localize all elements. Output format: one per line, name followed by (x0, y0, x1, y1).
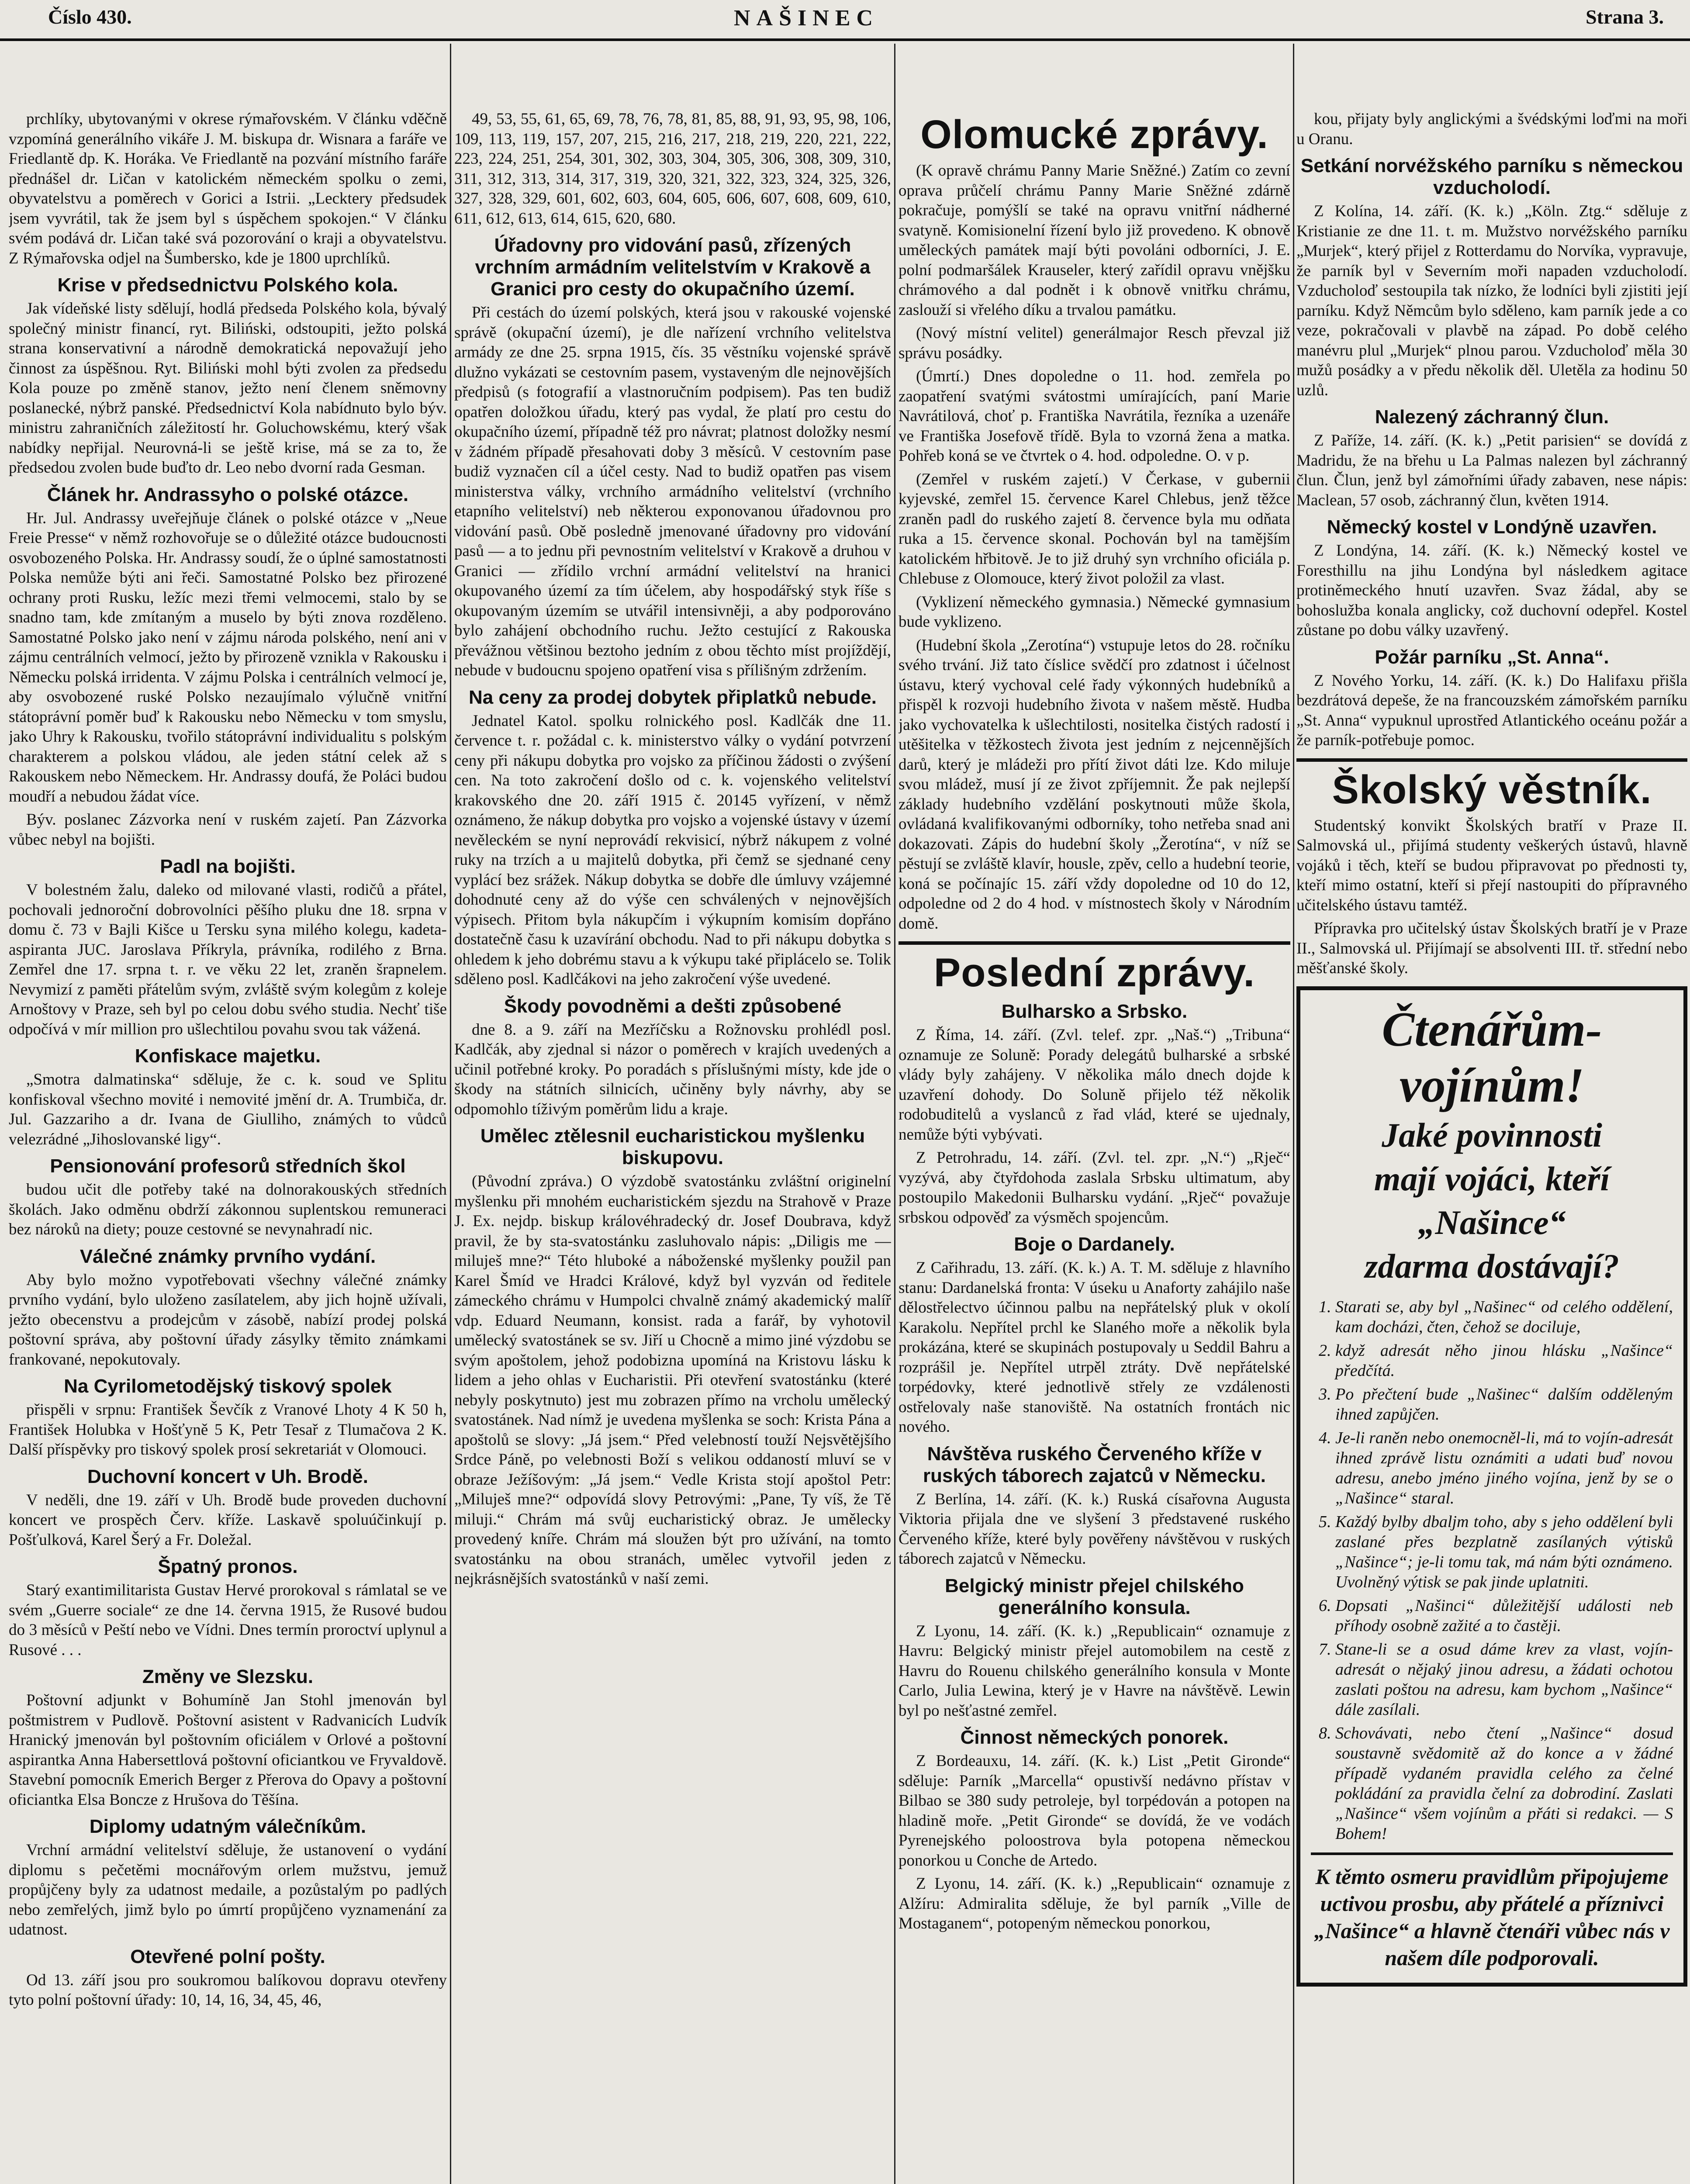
box-heading: Čtenářům- (1382, 1002, 1602, 1057)
article-heading: Duchovní koncert v Uh. Brodě. (87, 1465, 368, 1487)
box-subheading: Jaké povinnosti (1382, 1116, 1602, 1154)
newspaper-title: NAŠINEC (734, 6, 879, 31)
column-3 (899, 109, 1290, 2184)
article-heading: Návštěva ruského Červeného kříže v ruských táborech zajatců v Německu. (923, 1443, 1266, 1486)
article-paragraph: (Nový místní velitel) generálmajor Resch převzal již správu posádky. (899, 324, 1290, 362)
column-4 (1296, 109, 1687, 2184)
article-heading: Konfiskace majetku. (135, 1045, 321, 1067)
duties-list (1311, 1297, 1673, 1844)
article-heading: Úřadovny pro vidování pasů, zřízených vrchním armádním velitelstvím v Krakově a Granici pro cesty do okupačního území. (475, 235, 871, 300)
article-paragraph: Z Lyonu, 14. září. (K. k.) „Republicain“ oznamuje z Alžíru: Admiralita sděluje, že byl parník „Ville de Mostaganem“, potopeným německou ponorkou, (899, 1875, 1290, 1932)
section-heading: Olomucké zprávy. (920, 112, 1268, 157)
article-heading: Změny ve Slezsku. (142, 1666, 314, 1687)
notice-box-readers-soldiers (1296, 986, 1687, 1987)
article-paragraph: V neděli, dne 19. září v Uh. Brodě bude proveden duchovní koncert ve prospěch Červ. kříže. Laskavě spoluúčinkují p. Pošťulková, Karel Šerý a Fr. Doležal. (9, 1491, 447, 1549)
section-divider (1296, 758, 1687, 762)
article-paragraph: V bolestném žalu, daleko od milované vlasti, rodičů a přátel, pochovali jednoroční dobrovolníci pěšího pluku dne 18. srpna v domu č. 73 v Bajli Kišce u Tersku syna milého kolegu, kadeta-aspiranta JUC. Jaroslava Příkryla, právníka, rodilého z Brna. Zemřel dne 17. srpna t. r. ve věku 22 let, zraněn šrapnelem. Nevymizí z paměti přátelům svým, zvláště svým kolegům z koleje Arnoštovy v Praze, seh byl po celou dobu svého studia. Nechť tiše odpočívá v mír million pro ušlechtilou povahu svou tak vážená. (9, 881, 447, 1038)
article-paragraph: (K opravě chrámu Panny Marie Sněžné.) Zatím co zevní oprava průčelí chrámu Panny Marie Sněžné zdárně pokračuje, pomýšlí se také na opravu vnitřní nádherné svatyně. Komisionelní řízení bylo již provedeno. K obnově uměleckých památek mají býti povoláni odborníci, J. E. polní podmaršálek Krauseler, který zařídil opravu vnějšku chrámového a dal podnět i k obnově vnitřku chrámu, zaslouží si vřelého díku a trvalou památku. (899, 162, 1290, 319)
article-heading: Nalezený záchranný člun. (1375, 406, 1609, 428)
article-paragraph: 49, 53, 55, 61, 65, 69, 78, 76, 78, 81, 85, 88, 91, 93, 95, 98, 106, 109, 113, 119, 157, 207, 215, 216, 217, 218, 219, 220, 221, 222, 223, 224, 251, 254, 301, 302, 303, 304, 305, 306, 308, 309, 310, 311, 312, 313, 314, 317, 319, 320, 321, 322, 323, 324, 325, 326, 327, 328, 329, 601, 602, 603, 604, 605, 606, 607, 608, 609, 610, 611, 612, 613, 614, 615, 620, 680. (454, 110, 891, 228)
article-heading: Krise v předsednictvu Polského kola. (57, 274, 398, 296)
box-subheading: zdarma dostávají? (1365, 1247, 1619, 1285)
article-heading: Diplomy udatným válečníkům. (89, 1816, 366, 1837)
article-paragraph: Od 13. září jsou pro soukromou balíkovou dopravu otevřeny tyto polní poštovní úřady: 10, 14, 16, 34, 45, 46, (9, 1971, 447, 2009)
article-paragraph: Z Říma, 14. září. (Zvl. telef. zpr. „Naš.“) „Tribuna“ oznamuje ze Soluně: Porady delegátů bulharské a srbské vlády byly zahájeny. V několika málo dnech dojde k uzavření dohody. Do Soluně přijelo též několik rodobuditelů a vyslanců z řad vlád, které se ujednaly, nemůže býti vybývati. (899, 1026, 1290, 1144)
article-paragraph: Jak vídeňské listy sdělují, hodlá předseda Polského kola, bývalý společný ministr financí, ryt. Biliński, odstoupiti, ježto polská strana konservativní a národně demokratická nepovažují jeho činnost za úspěšnou. Ryt. Biliński mohl býti zvolen za předsedu Kola pouze po změně stanov, ježto není členem sněmovny poslanecké, nýbrž panské. Předsednictví Kola nabídnuto bylo býv. ministru zahraničních záležitostí hr. Goluchowskému, který však nabídky nepřijal. Neurovná-li se ještě krise, má se za to, že předsedou zvolen bude buďto dr. Leo nebo dvorní rada Gesman. (9, 300, 447, 477)
column-divider (894, 44, 895, 2184)
list-item: 3. Po přečtení bude „Našinec“ dalším odděleným ihned zapůjčen. (1335, 1384, 1673, 1424)
article-paragraph: Hr. Jul. Andrassy uveřejňuje článek o polské otázce v „Neue Freie Presse“ v němž rozhovořuje se o důležité otázce budoucnosti osvobozeného Polska. Hr. Andrassy soudí, že o úplné samostatnosti Polska nemůže býti ani řeči. Samostatné Polsko bez přirozené ochrany proti Rusku, ležíc mezi třemi velmocemi, stalo by se snadno tam, kde zmítaným a muselo by býti znova rozděleno. Samostatné Polsko jako není v zájmu národa polského, není ani v zájmu centrálních velmocí, ježto by přirozeně vznikla v Rakousku i Německu polská irridenta. V zájmu Polska i centrálních velmocí je, aby osvobozené ruské Polsko nezaujímalo výlučně vnitřní státoprávní poměr buď k Rakousku nebo Německu v tom smyslu, jako Uhry k Rakousku, tvořilo státoprávní individualitu s polským charakterem a polskou vládou, ale jeden státní celek až s Rakouskem nebo Německem. Hr. Andrassy doufá, že Poláci budou moudří a nebudou žádat více. (9, 509, 447, 805)
article-paragraph: (Vyklizení německého gymnasia.) Německé gymnasium bude vyklizeno. (899, 593, 1290, 631)
article-heading: Boje o Dardanely. (1014, 1234, 1175, 1255)
article-heading: Pensionování profesorů středních škol (50, 1155, 406, 1177)
article-heading: Válečné známky prvního vydání. (79, 1245, 376, 1267)
article-paragraph: Z Kolína, 14. září. (K. k.) „Köln. Ztg.“ sděluje z Kristianie ze dne 11. t. m. Mužstvo norvéžského parníku „Murjek“, který přijel z Rotterdamu do Norvíka, vypravuje, že parník byl v Severním moři napaden vzducholodí. Vzducholoď sestoupila tak nízko, že lodníci byli zjistiti její parníku. Když Němcům bylo sděleno, kam parník jede a co veze, pokračovali v plavbě na západ. Po době celého manévru plul „Murjek“ plnou parou. Vzducholoď měla 30 mužů posádky a v předu několik děl. Uletěla za hodinu 50 uzlů. (1296, 202, 1687, 399)
article-paragraph: prchlíky, ubytovanými v okrese rýmařovském. V článku vděčně vzpomíná generálního vikáře J. M. biskupa dr. Wisnara a faráře ve Friedlantě dp. K. Horáka. Ve Friedlantě na pozvání místního faráře přednášel dr. Ličan v katolickém německém spolku o zemi, obyvatelstvu a poměrech v Gorici a Istrii. „Lecktery předsudek jsem vyvrátil, tak že jsem byl s úspěchem spokojen.“ V článku svém podává dr. Ličan také svá pozorování o kraji a obyvatelstvu. Z Rýmařovska odjel na Šumbersko, kde je 1800 uprchlíků. (9, 110, 447, 267)
page-number: Strana 3. (1586, 6, 1664, 28)
article-paragraph: Poštovní adjunkt v Bohumíně Jan Stohl jmenován byl poštmistrem v Pudlově. Poštovní asistent v Radvanicích Ludvík Hranický jmenován byl poštovním oficiálem v Orlové a poštovní aspirantka Anna Habersettlová poštovní oficiantkou ve Fryvaldově. Stavební pomocník Emerich Berger z Přerova do Opavy a poštovní oficiantka Elsa Boncze z Hrušova do Těšína. (9, 1691, 447, 1809)
article-paragraph: (Úmrtí.) Dnes dopoledne o 11. hod. zemřela po zaopatření svatými svátostmi umírajících, paní Marie Navrátilová, choť p. Františka Navrátila, řezníka a uzenáře ve Františka Josefově třídě. Byla to vzorná žena a matka. Pohřeb koná se ve čtvrtek o 4. hod. odpoledne. O. v p. (899, 367, 1290, 465)
article-paragraph: budou učit dle potřeby také na dolnorakouských středních školách. Jako odměnu obdrží zákonnou suplentskou remuneraci bez nároků na diety; pouze cestovné se nevynahradí nic. (9, 1181, 447, 1238)
article-paragraph: Býv. poslanec Zázvorka není v ruském zajetí. Pan Zázvorka vůbec nebyl na bojišti. (9, 811, 447, 849)
article-paragraph: Z Lyonu, 14. září. (K. k.) „Republicain“ oznamuje z Havru: Belgický ministr přejel automobilem na cestě z Havru do Rouenu chilského generálního konsula v Monte Carlo, Julia Lewina, který je v Havre na návštěvě. Lewin byl po nešťastné zemřel. (899, 1622, 1290, 1720)
article-heading: Bulharsko a Srbsko. (1001, 1001, 1188, 1022)
article-paragraph: Z Petrohradu, 14. září. (Zvl. tel. zpr. „N.“) „Rječ“ vyzývá, aby čtyřdohoda zaslala Srbsku ultimatum, aby postoupilo Makedonii Bulharsku vydání. „Rječ“ považuje srbskou odpověď za výsměch spojencům. (899, 1149, 1290, 1227)
article-paragraph: Z Londýna, 14. září. (K. k.) Německý kostel ve Foresthillu na jihu Londýna byl následkem agitace protiněmeckého hnutí uzavřen. Svaz žádal, aby se bohoslužba konala anglicky, což duchovní odepřel. Kostel zůstane po dobu války uzavřený. (1296, 542, 1687, 639)
article-heading: Setkání norvéžského parníku s německou vzducholodí. (1300, 155, 1683, 198)
article-paragraph: „Smotra dalmatinska“ sděluje, že c. k. soud ve Splitu konfiskoval všechno movité i nemovité jmění dr. A. Trumbiča, dr. Jul. Gazzariho a dr. Ivana de Giulliho, známých to vůdců velezrádné „Jihoslovanské ligy“. (9, 1071, 447, 1148)
column-1 (9, 109, 447, 2184)
list-item: 2. když adresát něho jinou hlásku „Našince“ předčítá. (1335, 1341, 1673, 1381)
article-heading: Na ceny za prodej dobytek připlatků nebude. (469, 686, 877, 708)
article-heading: Německý kostel v Londýně uzavřen. (1327, 516, 1657, 538)
box-heading: vojínům! (1399, 1058, 1585, 1113)
masthead (0, 0, 1690, 41)
issue-number: Číslo 430. (48, 6, 132, 28)
article-heading: Na Cyrilometodějský tiskový spolek (64, 1375, 392, 1397)
column-2 (454, 109, 891, 2184)
column-divider (1293, 44, 1294, 2184)
list-item: 8. Schovávati, nebo čtení „Našince“ dosud soustavně svědomitě až do konce a v žádné případě vydaném pravidla celého za čelné pokládání za pravidla čelní za dobrodiní. Zaslati „Našince“ všem vojínům a přáti si redakci. — S Bohem! (1335, 1723, 1673, 1844)
article-paragraph: (Původní zpráva.) O výzdobě svatostánku zvláštní originelní myšlenku při mnohém eucharistickém sjezdu na Strahově v Praze J. Ex. nejdp. biskup královéhradecký dr. Josef Doubrava, když pravil, že by sta-svatostánku zasluhovalo nápis: „Diligis me — miluješ mne?“ Této hluboké a náboženské myšlenky použil pan Karel Šmíd ve Hradci Králové, když byl vyzván od ředitele zámeckého chrámu v Humpolci chvalně známý akademický malíř vdp. Eduard Neumann, konsist. rada a farář, by vyhotovil umělecký svatostánek se sv. Jiří u Chocně a mimo jiné výzdobu se svým apoštolem, jehož podobizna upomíná na Kristovu lásku k lidem a jeho ohlas v Eucharistii. Při otevření svatostánku (které nebyly poskytnuto) jest mu zobrazen přímo na vrcholu umělecký svatostánek. Nad nímž je uvedena myšlenka se soch: Krista Pána a apoštolů se slovy: „Já jsem.“ Před velebností touží Nejsvětějšího Srdce Páně, po velebnosti Boží s velikou oddaností mluví se v obraze Ježíšovým: „Já jsem.“ Vedle Krista stojí apoštol Petr: „Miluješ mne?“ odpovídá slovy Petrovými: „Pane, Ty víš, že Tě miluji.“ Chrám má svůj eucharistický obraz. Je umělecky provedený kníře. Chrám má sloužen být pro užívání, na tomto svatostánku na obou stranách, umělec vytvořil jeden z nejkrásnějších svatostánků v naší zemi. (454, 1172, 891, 1588)
article-heading: Požár parníku „St. Anna“. (1375, 646, 1609, 668)
article-paragraph: Aby bylo možno vypotřebovati všechny válečné známky prvního vydání, bylo uloženo zasílatelem, aby jich hojně užívali, ježto obecenstvu a prodejcům v zásobě, nabízí prodej polská poštovní správa, aby poštovní úřady zásylky těmito známkami frankované, nepokutovaly. (9, 1271, 447, 1368)
column-divider (450, 44, 451, 2184)
article-heading: Umělec ztělesnil eucharistickou myšlenku biskupovu. (480, 1125, 865, 1168)
list-item: 5. Každý bylby dbaljm toho, aby s jeho oddělení byli zaslané přes bezplatně zasílaných výtisků „Našince“; je-li tomu tak, má nám býti oznámeno. Uvolněný výtisk se pak jinde uplatniti. (1335, 1512, 1673, 1592)
list-item: 7. Stane-li se a osud dáme krev za vlast, vojín-adresát o nějaký jinou adresu, a žádati ochotou zaslati poštou na adresu, kam bychom „Našince“ dále zasílali. (1335, 1639, 1673, 1720)
article-paragraph: Z Paříže, 14. září. (K. k.) „Petit parisien“ se dovídá z Madridu, že na břehu u La Palmas nalezen byl záchranný člun. Člun, jenž byl zámořními úřady zabaven, nese nápis: Maclean, 57 osob, záchranný člun, květen 1914. (1296, 432, 1687, 509)
box-subheading: mají vojáci, kteří (1374, 1159, 1610, 1198)
article-paragraph: dne 8. a 9. září na Mezříčsku a Rožnovsku prohlédl posl. Kadlčák, aby zjednal si názor o poměrech v krajích uvedených a učinil potřebné kroky. Po poradách s příslušnými místy, kde jde o škody na státních silnicích, učiněny byly návrhy, aby se odpomohlo tíživým poměrům lidu a kraje. (454, 1020, 891, 1118)
article-paragraph: Studentský konvikt Školských bratří v Praze II. Salmovská ul., přijímá studenty veškerých ústavů, hlavně vojáků i těch, kteří se budou připravovat po přednosti ty, kteří mimo ostatní, kteří si přejí nastoupiti do přípravného učitelského ústavu tamtéž. (1296, 816, 1687, 914)
article-paragraph: Vrchní armádní velitelství sděluje, že ustanovení o vydání diplomu s pečetěmi mocnářovým orlem mužstvu, jemuž propůjčeny byly za udatnost medaile, a pozůstalým po padlých nebo zemřelých, jimž bylo po úmrtí propůjčeno vyznamenání za udatnost. (9, 1841, 447, 1939)
article-paragraph: Z Berlína, 14. září. (K. k.) Ruská císařovna Augusta Viktoria přijala dne ve slyšení 3 představené ruského Červeného kříže, které byly pověřeny návštěvou v ruských táborech zajatců v Německu. (899, 1490, 1290, 1568)
article-paragraph: přispěli v srpnu: František Ševčík z Vranové Lhoty 4 K 50 h, František Holubka v Hošťyně 5 K, Petr Tesař z Tlumačova 2 K. Další příspěvky pro tiskový spolek prosí sekretariát v Olomouci. (9, 1401, 447, 1458)
article-paragraph: Při cestách do území polských, která jsou v rakouské vojenské správě (okupační území), je dle nařízení vrchního velitelstva armády ze dne 25. srpna 1915, čís. 35 věstníku vojenské správě dlužno vykázati se cestovním pasem, vystaveným dle nejnovějších předpisů (s fotografií a vlastnoručním podpisem). Pas ten budiž opatřen doložkou úřadu, který pas vydal, že platí pro cestu do okupačního území, případně též pro návrat; platnost doložky nesmí v žádném případě přesahovati doby 3 měsíců. V cestovním pase budiž vyznačen cíl a účel cesty. Nad to budiž opatřen pas visem ministerstva války, vrchního armádního velitelství (vrchního etapního velitelství) neb některou exponovanou úřadovnou pro vidování pasů. Obě posledně jmenované úřadovny pro vidování pasů — a to jednu při pevnostním velitelství v Krakově a druhou v Granici — zřídilo vrchní armádní velitelství na hranici okupovaného území za tím účelem, aby hospodářský styk říše s okupovaným územím se utvářil intensivněji, a aby podporováno bylo zahájení obchodního ruchu. Ježto cestující z Rakouska převážnou většinou beztoho jedním z obou těchto míst projíždějí, nebude v budoucnu spojeno opatření visa s přílišným zdržením. (454, 304, 891, 679)
article-heading: Činnost německých ponorek. (960, 1727, 1229, 1748)
section-divider (899, 941, 1290, 945)
article-heading: Belgický ministr přejel chilského generálního konsula. (945, 1575, 1244, 1618)
article-heading: Článek hr. Andrassyho o polské otázce. (47, 484, 409, 505)
box-closing-appeal: K těmto osmeru pravidlům připojujeme uctivou prosbu, aby přátelé a příznivci „Našince“ a hlavně čtenáři vůbec nás v našem díle podporovali. (1311, 1852, 1673, 1971)
article-heading: Škody povodněmi a dešti způsobené (504, 995, 842, 1017)
list-item: 4. Je-li raněn nebo onemocněl-li, má to vojín-adresát ihned zprávě listu oznámiti a udati buď novou adresu, anebo jméno jiného vojína, jenž by se o „Našince“ staral. (1335, 1428, 1673, 1508)
list-item: 6. Dopsati „Našinci“ důležitější události neb příhody osobně zažité a to častěji. (1335, 1596, 1673, 1636)
article-paragraph: Jednatel Katol. spolku rolnického posl. Kadlčák dne 11. července t. r. požádal c. k. ministerstvo války o vydání potvrzení ceny při nákupu dobytka pro vojsko za příčinou žádosti o zvýšení cen. Na toto zakročení došlo od c. k. vojenského velitelství krakovského dne 20. září 1915 č. 20145 vyřízení, v němž oznámeno, že nákup dobytka pro vojsko a vojenské ústavy v území nevěleckém se nyní neprovádí rekvisicí, nýbrž nákupem z volné ruky na trzích a u majitelů dobytka, při čemž se sjednané ceny vyplácí bez srážek. Nákup dobytka se dobře dle úmluvy vzájemné dohodnuté ceny až do výše cen schválených v nejnovějších výpisech. Přitom byla nákupčím i výkupním komisím dopřáno dostatečně času k uzavírání obchodu. Nad to při nákupu dobytka s ohledem k jeho dobrému stavu a k výkupu také připlácelo se. Tolik sděleno posl. Kadlčákovi na jeho zakročení výše uvedené. (454, 712, 891, 988)
article-paragraph: Starý exantimilitarista Gustav Hervé prorokoval s rámlatal se ve svém „Guerre sociale“ ze dne 14. června 1915, že Rusové budou do 3 měsíců v Peští nebo ve Vídni. Dnes termín proroctví uplynul a Rusové . . . (9, 1581, 447, 1659)
section-heading: Poslední zprávy. (933, 950, 1255, 995)
article-heading: Padl na bojišti. (160, 856, 296, 877)
article-paragraph: Z Cařihradu, 13. září. (K. k.) A. T. M. sděluje z hlavního stanu: Dardanelská fronta: V úseku u Anaforty zahájilo naše dělostřelectvo účinnou palbu na nepřátelský pluk v okolí Karakolu. Nepřítel prchl ke Slaného moře a několik byla prokázána, které se skupinách postupovaly u Seddil Bahru a rozprášil je. Nepřítel utrpěl ztráty. Dvě nepřátelské torpédovky, které jednotlivě střely ze vzdálenosti ostřelovaly naše stanoviště. Na ostatních frontách nic nového. (899, 1259, 1290, 1436)
article-paragraph: (Zemřel v ruském zajetí.) V Čerkase, v gubernii kyjevské, zemřel 15. července Karel Chlebus, jenž těžce zraněn padl do ruského zajetí 8. července byla mu odňata ruka a 15. července skonal. Pochován byl na tamějším katolickém hřbitově. Je to již druhý syn vrchního oficiála p. Chlebuse z Olomouce, který život položil za vlast. (899, 470, 1290, 587)
box-subheading: „Našince“ (1418, 1203, 1566, 1241)
list-item: 1. Starati se, aby byl „Našinec“ od celého oddělení, kam docházi, čten, čehož se dociluje, (1335, 1297, 1673, 1337)
article-paragraph: kou, přijaty byly anglickými a švédskými loďmi na moři u Oranu. (1296, 110, 1687, 148)
article-heading: Otevřené polní pošty. (130, 1946, 325, 1967)
article-paragraph: Z Nového Yorku, 14. září. (K. k.) Do Halifaxu přišla bezdrátová depeše, že na francouzském zámořském parníku „St. Anna“ vypuknul uprostřed Atlantického oceánu požár a že parník-potřebuje pomoc. (1296, 671, 1687, 749)
article-paragraph: Z Bordeauxu, 14. září. (K. k.) List „Petit Gironde“ sděluje: Parník „Marcella“ opustivší nedávno přístav v Bilbao se 380 sudy petroleje, byl torpédován a potopen na hladině moře. „Petit Gironde“ se dovídá, že ve vodách Pyrenejského poloostrova byla potopena německou ponorkou u Conche de Artedo. (899, 1752, 1290, 1870)
section-heading: Školský věstník. (1332, 767, 1652, 812)
article-paragraph: Přípravka pro učitelský ústav Školských bratří je v Praze II., Salmovská ul. Přijímají se absolventi III. tř. střední nebo měšťanské školy. (1296, 919, 1687, 977)
article-heading: Špatný pronos. (158, 1556, 298, 1577)
article-paragraph: (Hudební škola „Zerotína“) vstupuje letos do 28. ročníku svého trvání. Již tato číslice svědčí pro zdatnost i účelnost ústavu, který vychoval celé řady výkonných hudebníků a přispěl k rozvoji hudebního života v našem městě. Hudba jako vychovatelka k ušlechtilosti, nositelka čistých radostí i utěšitelka v těžkostech života jest jedním z nejcennějších darů, který je mládeži pro přítí život dáti lze. Kdo miluje svou mládež, musí jí ze život zpříjemnit. Že pak nejlepší základy hudebního vzdělání poskytnouti může škola, ovládaná kvalifikovanými odborníky, toho netřeba snad ani dokazovati. Zápis do hudební školy „Žerotína“, v níž se pěstují se zvláště klavír, housle, zpěv, cello a hudební teorie, koná se počínajíc 15. září vždy dopoledne od 10 do 12, odpoledne od 2 do 4 hod. v místnostech školy v Národním domě. (899, 636, 1290, 933)
